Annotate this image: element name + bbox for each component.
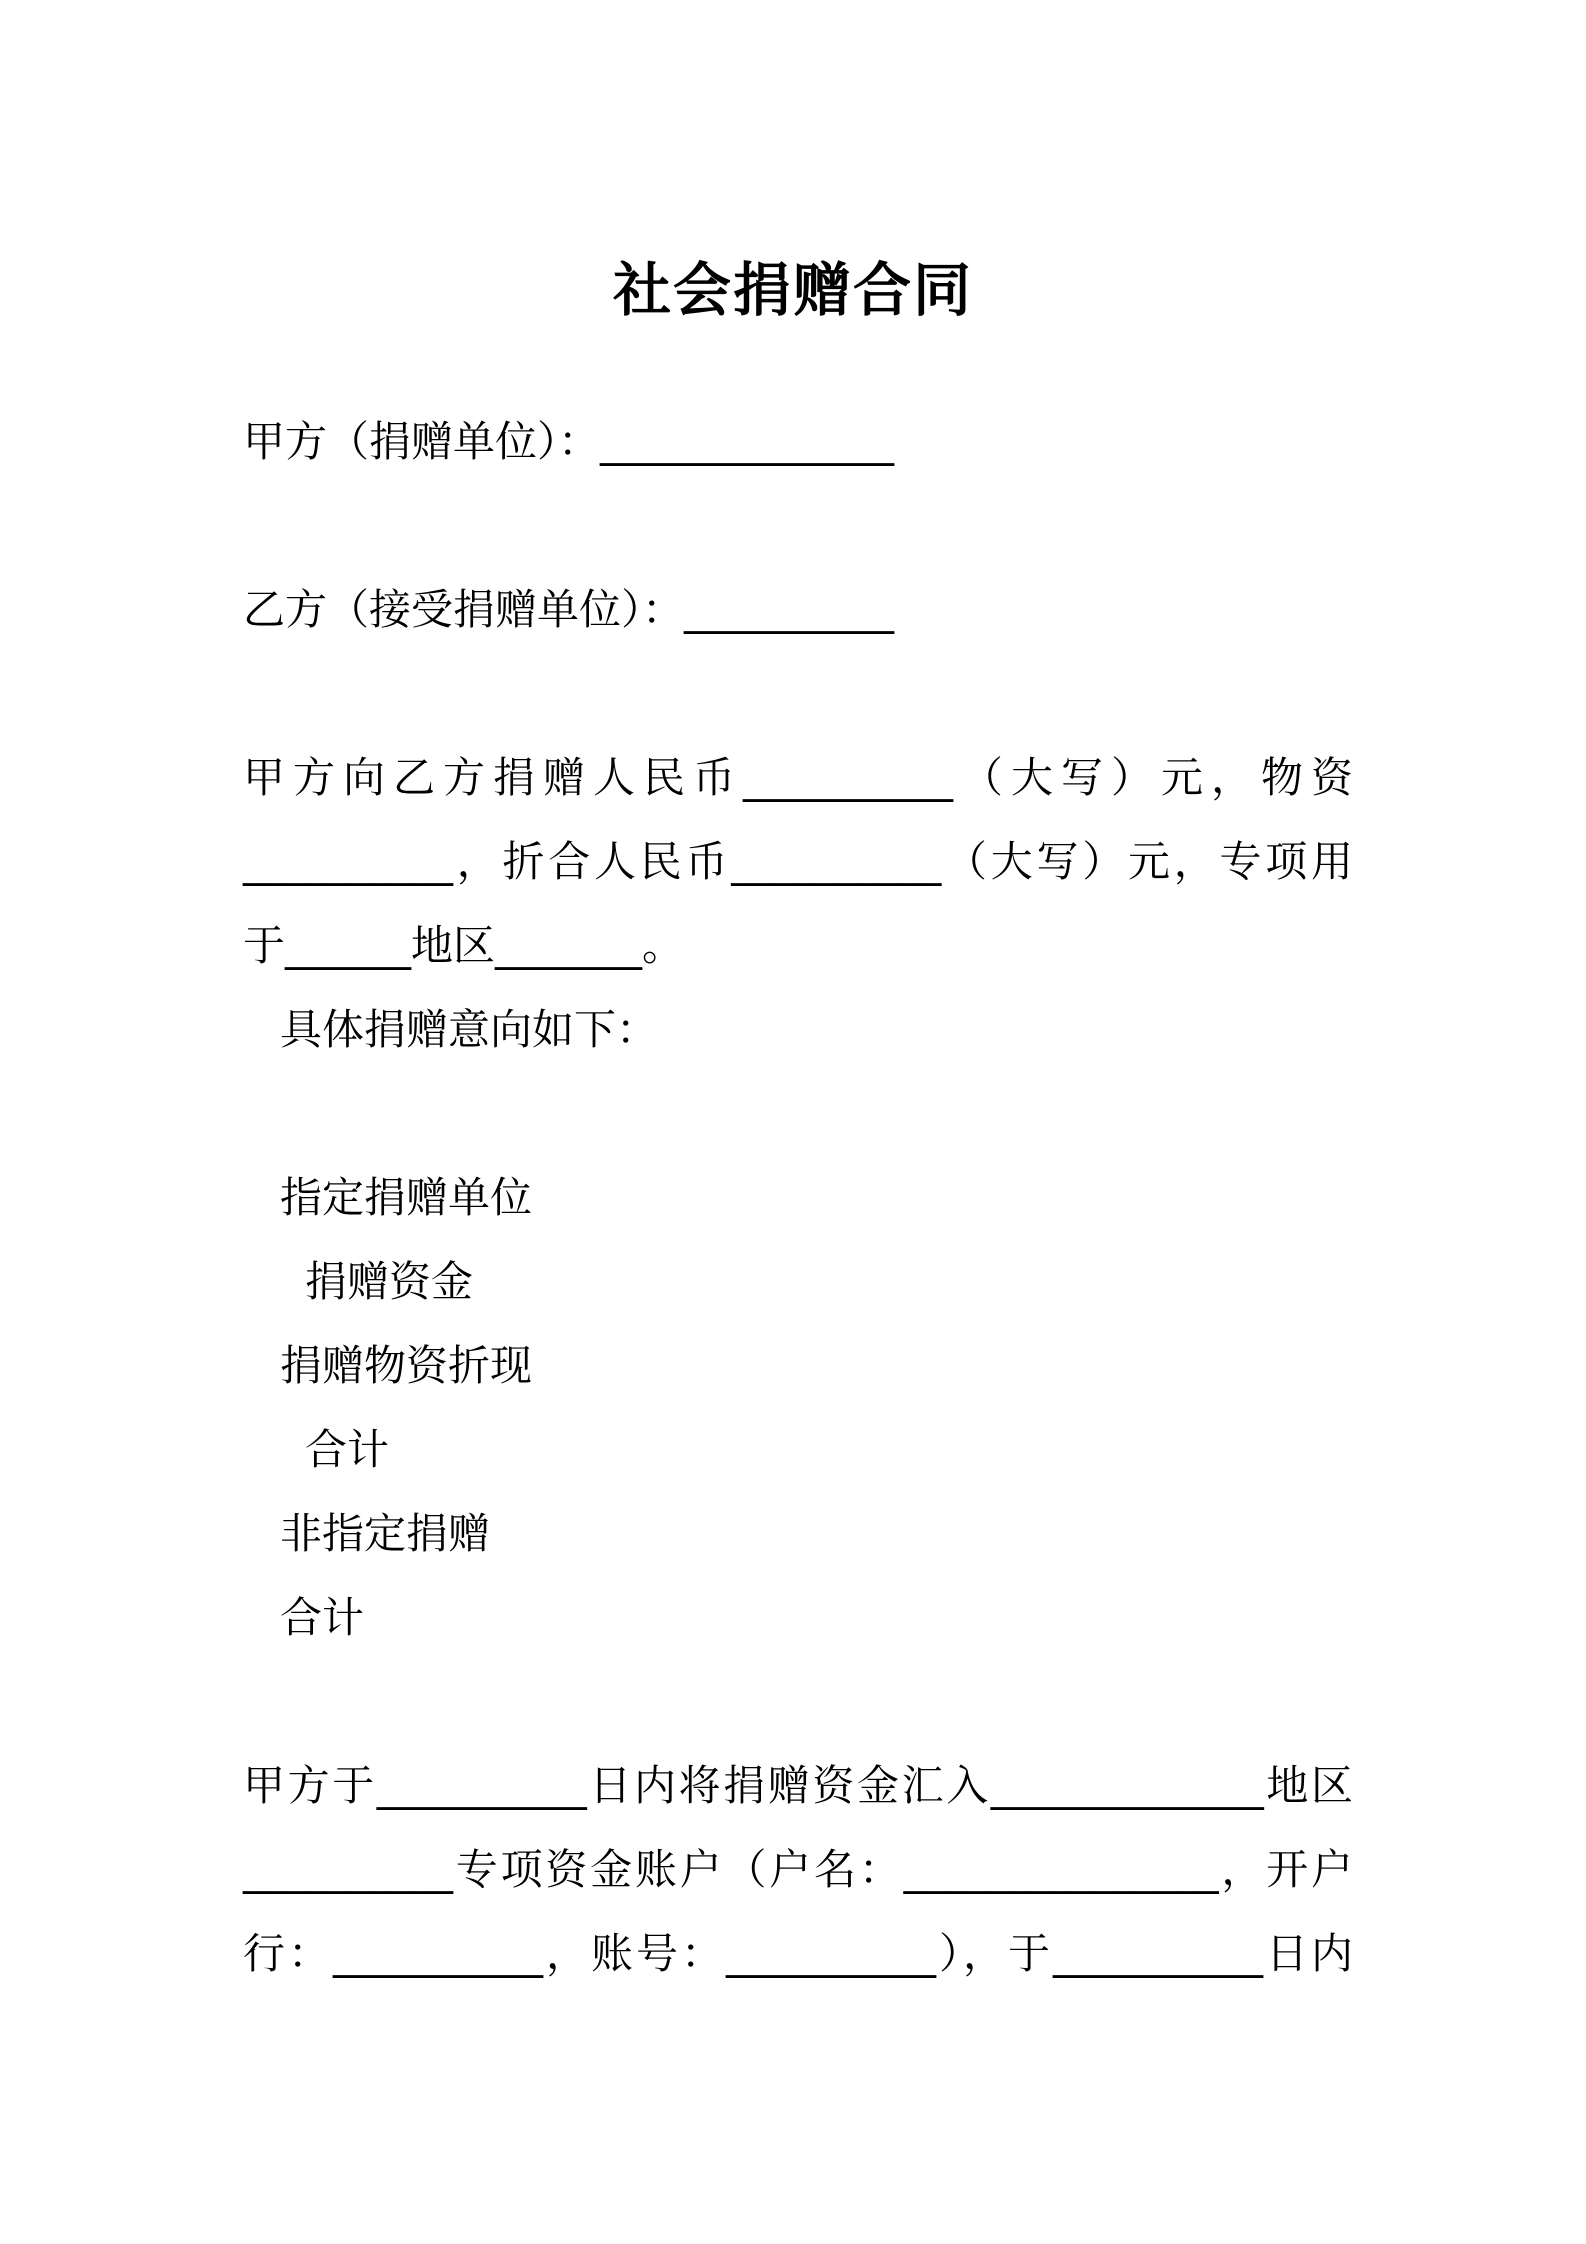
remit-line-2: __________专项资金账户（户名：_______________，开户 <box>243 1845 1353 1894</box>
item-total: 合计 <box>280 1593 365 1642</box>
item-subtotal: 合计 <box>305 1425 390 1474</box>
donation-line-2: __________，折合人民币__________（大写）元，专项用 <box>243 837 1353 886</box>
remit-line-1: 甲方于__________日内将捐赠资金汇入_____________地区 <box>243 1761 1353 1810</box>
item-goods-cash-value: 捐赠物资折现 <box>280 1341 533 1390</box>
party-b-line: 乙方（接受捐赠单位）：__________ <box>243 585 895 634</box>
remit-line-3: 行：__________，账号：__________），于__________日内 <box>243 1929 1353 1978</box>
item-donation-funds: 捐赠资金 <box>305 1257 474 1306</box>
item-non-designated: 非指定捐赠 <box>280 1509 491 1558</box>
document-title: 社会捐赠合同 <box>612 256 973 324</box>
intent-heading: 具体捐赠意向如下： <box>280 1005 659 1054</box>
donation-line-3: 于______地区_______。 <box>243 921 685 970</box>
donation-line-1: 甲方向乙方捐赠人民币__________（大写）元，物资 <box>243 753 1353 802</box>
party-a-line: 甲方（捐赠单位）：______________ <box>243 417 895 466</box>
item-designated-unit: 指定捐赠单位 <box>280 1173 533 1222</box>
